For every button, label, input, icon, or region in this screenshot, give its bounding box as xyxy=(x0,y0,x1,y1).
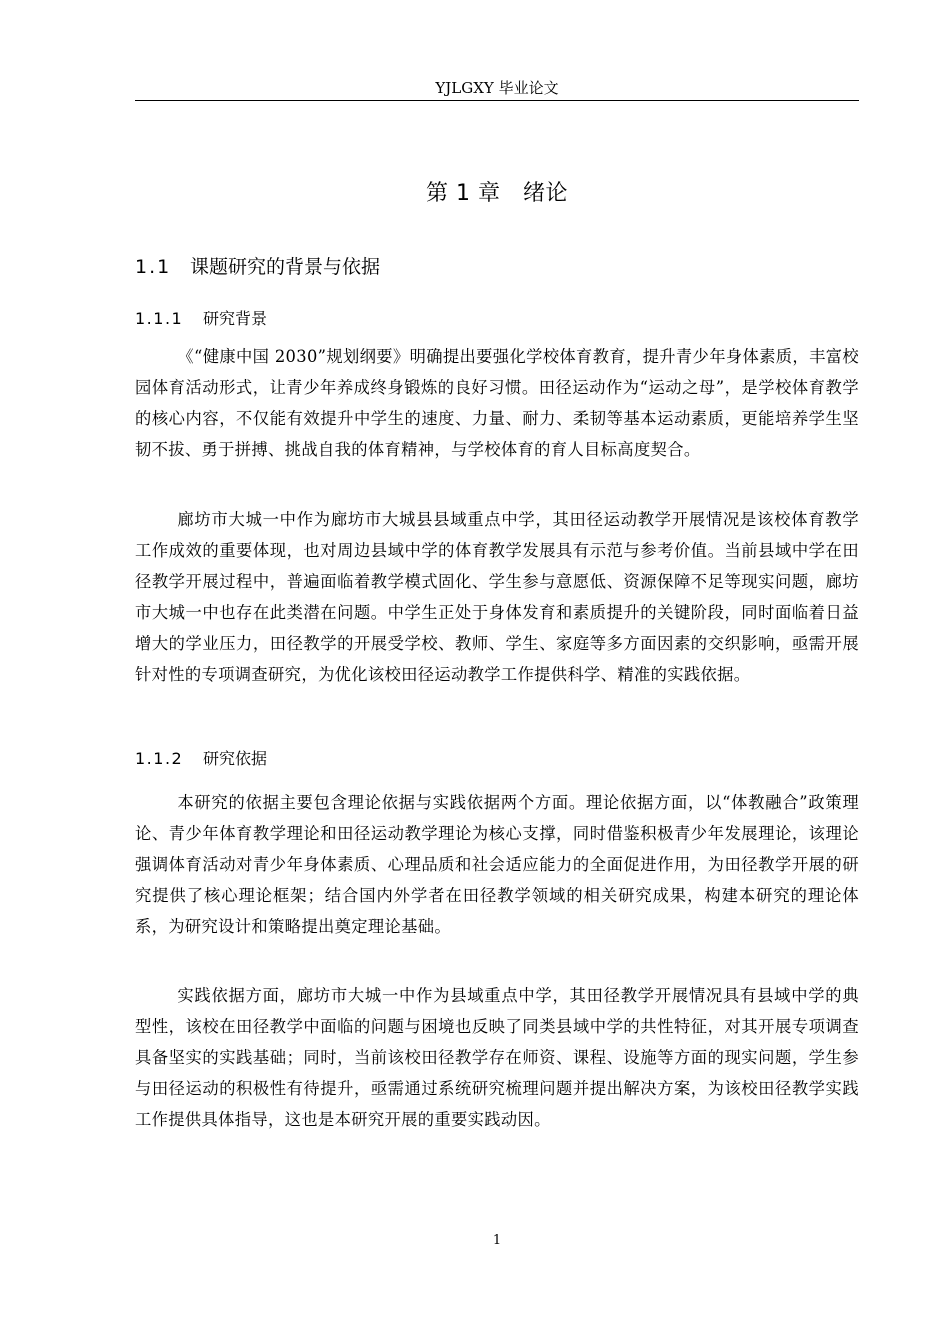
body-paragraph: 实践依据方面，廊坊市大城一中作为县域重点中学，其田径教学开展情况具有县域中学的典型性，该校在田径教学中面临的问题与困境也反映了同类县域中学的共性特征，对其开展专项调查具备坚实的实践基础；同时，当前该校田径教学存在师资、课程、设施等方面的现实问题，学生参与田径运动的积极性有待提升，亟需通过系统研究梳理问题并提出解决方案，为该校田径教学实践工作提供具体指导，这也是本研究开展的重要实践动因。 xyxy=(135,986,859,1129)
page-number: 1 xyxy=(492,1233,502,1248)
body-paragraph: 廊坊市大城一中作为廊坊市大城县县域重点中学，其田径运动教学开展情况是该校体育教学工作成效的重要体现，也对周边县域中学的体育教学发展具有示范与参考价值。当前县域中学在田径教学开展过程中，普遍面临着教学模式固化、学生参与意愿低、资源保障不足等现实问题，廊坊市大城一中也存在此类潜在问题。中学生正处于身体发育和素质提升的关键阶段，同时面临着日益增大的学业压力，田径教学的开展受学校、教师、学生、家庭等多方面因素的交织影响，亟需开展针对性的专项调查研究，为优化该校田径运动教学工作提供科学、精准的实践依据。 xyxy=(135,510,859,684)
chapter-title: 第 1 章 绪论 xyxy=(426,181,568,206)
section-number: 1.1 xyxy=(135,256,172,278)
subsection-number: 1.1.1 xyxy=(135,309,184,328)
page-header: YJLGXY 毕业论文 xyxy=(435,79,559,97)
section-title: 课题研究的背景与依据 xyxy=(190,256,381,278)
body-paragraph: 《“健康中国 2030”规划纲要》明确提出要强化学校体育教育，提升青少年身体素质，丰富校园体育活动形式，让青少年养成终身锻炼的良好习惯。田径运动作为“运动之母”，是学校体育教学的核心内容，不仅能有效提升中学生的速度、力量、耐力、柔韧等基本运动素质，更能培养学生坚韧不拔、勇于拼搏、挑战自我的体育精神，与学校体育的育人目标高度契合。 xyxy=(135,347,859,459)
body-paragraph: 本研究的依据主要包含理论依据与实践依据两个方面。理论依据方面，以“体教融合”政策理论、青少年体育教学理论和田径运动教学理论为核心支撑，同时借鉴积极青少年发展理论，该理论强调体育活动对青少年身体素质、心理品质和社会适应能力的全面促进作用，为田径教学开展的研究提供了核心理论框架；结合国内外学者在田径教学领域的相关研究成果，构建本研究的理论体系，为研究设计和策略提出奠定理论基础。 xyxy=(135,793,859,936)
subsection-heading-research-basis xyxy=(135,747,859,771)
section-heading xyxy=(135,253,859,281)
subsection-title: 研究背景 xyxy=(203,309,268,328)
subsection-heading-research-background xyxy=(135,307,859,331)
header-divider xyxy=(135,100,859,101)
subsection-title: 研究依据 xyxy=(203,749,268,768)
subsection-number: 1.1.2 xyxy=(135,749,184,768)
